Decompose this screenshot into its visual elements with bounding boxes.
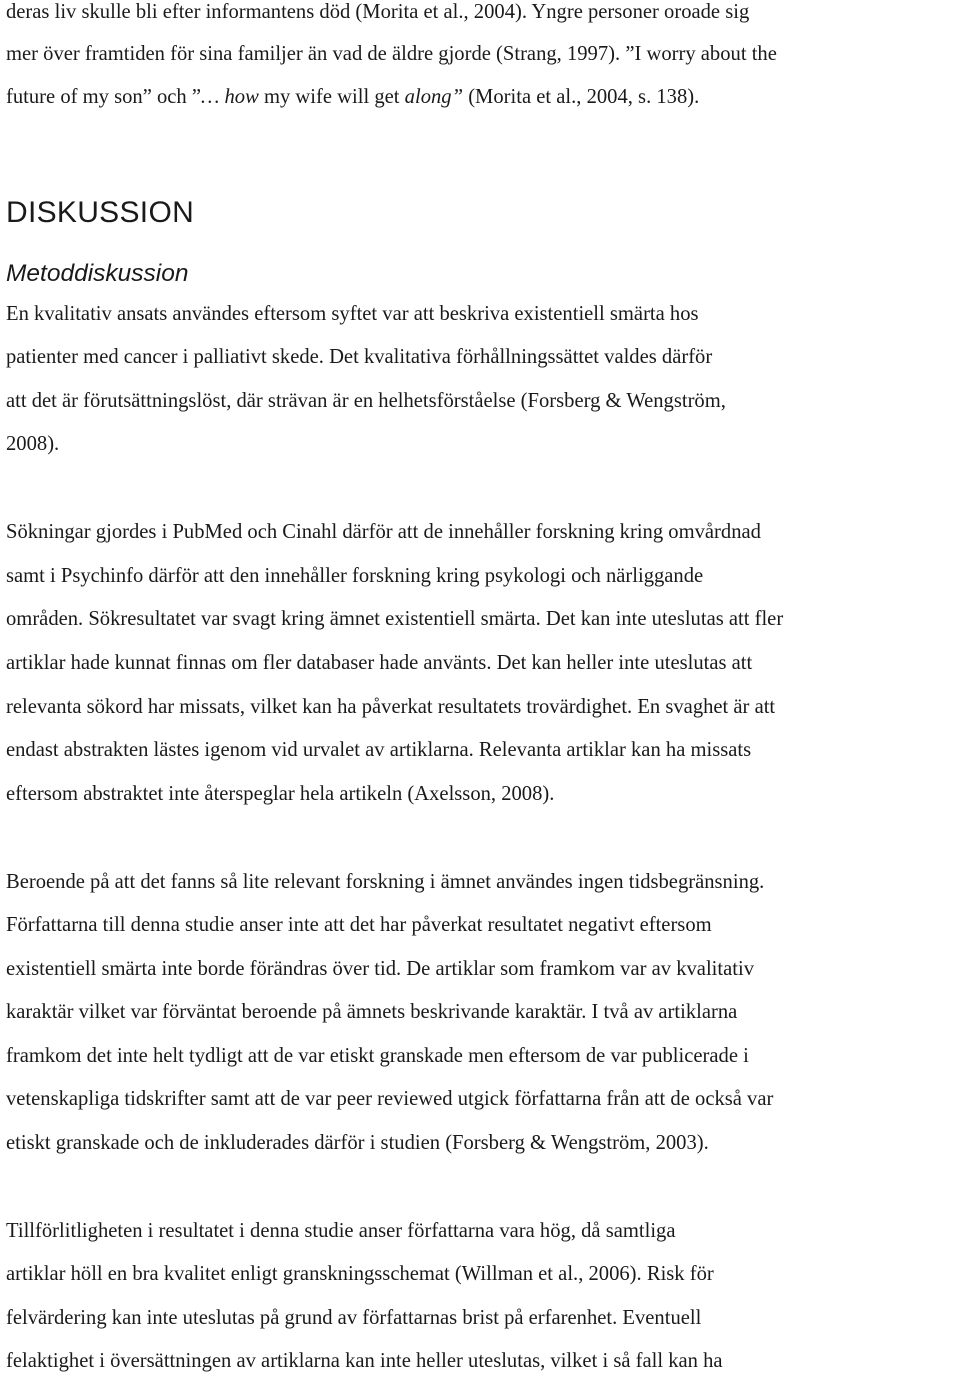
- paragraph-line: artiklar hade kunnat finnas om fler databaser hade använts. Det kan heller inte uteslutas att: [6, 652, 753, 674]
- paragraph-line: endast abstrakten lästes igenom vid urvalet av artiklarna. Relevanta artiklar kan ha missats: [6, 739, 752, 761]
- paragraph-line: Sökningar gjordes i PubMed och Cinahl därför att de innehåller forskning kring omvårdnad: [6, 521, 761, 543]
- paragraph-line: Beroende på att det fanns så lite relevant forskning i ämnet användes ingen tidsbegränsning.: [6, 871, 765, 893]
- subsection-heading: Metoddiskussion: [6, 260, 189, 287]
- text-line: [6, 85, 699, 109]
- paragraph-line: Tillförlitligheten i resultatet i denna studie anser författarna vara hög, då samtliga: [6, 1220, 676, 1242]
- citation: (Morita et al., 2004, s. 138).: [463, 86, 700, 108]
- paragraph-line: områden. Sökresultatet var svagt kring ämnet existentiell smärta. Det kan inte uteslutas att fler: [6, 608, 784, 630]
- paragraph-line: existentiell smärta inte borde förändras över tid. De artiklar som framkom var av kvalitativ: [6, 958, 754, 980]
- text-run: mer över framtiden för sina familjer än vad de äldre gjorde (Strang, 1997).: [6, 43, 626, 65]
- paragraph-line: etiskt granskade och de inkluderades därför i studien (Forsberg & Wengström, 2003).: [6, 1132, 709, 1154]
- paragraph-line: 2008).: [6, 433, 60, 455]
- english-quote-italic: along”: [404, 86, 464, 108]
- paragraph-line: patienter med cancer i palliativt skede. Det kvalitativa förhållningssättet valdes därför: [6, 346, 713, 368]
- paragraph-line: karaktär vilket var förväntat beroende på ämnets beskrivande karaktär. I två av artiklarna: [6, 1001, 738, 1023]
- paragraph-line: eftersom abstraktet inte återspeglar hela artikeln (Axelsson, 2008).: [6, 783, 555, 805]
- english-quote: future of my son” och ”: [6, 86, 202, 108]
- paragraph-line: Författarna till denna studie anser inte att det har påverkat resultatet negativt eftersom: [6, 914, 712, 936]
- paragraph-line: samt i Psychinfo därför att den innehåller forskning kring psykologi och närliggande: [6, 565, 704, 587]
- paragraph-line: att det är förutsättningslöst, där strävan är en helhetsförståelse (Forsberg & Wengström,: [6, 390, 726, 412]
- section-heading: DISKUSSION: [6, 196, 195, 229]
- text-line: deras liv skulle bli efter informantens död (Morita et al., 2004). Yngre personer oroade sig: [6, 1, 750, 23]
- paragraph-line: felvärdering kan inte uteslutas på grund av författarnas brist på erfarenhet. Eventuell: [6, 1307, 702, 1329]
- paragraph-line: En kvalitativ ansats användes eftersom syftet var att beskriva existentiell smärta hos: [6, 303, 699, 325]
- paragraph-line: vetenskapliga tidskrifter samt att de var peer reviewed utgick författarna från att de också var: [6, 1088, 774, 1110]
- paragraph-line: framkom det inte helt tydligt att de var etiskt granskade men eftersom de var publicerade i: [6, 1045, 749, 1067]
- text-line: [6, 42, 777, 66]
- english-quote-start: ”I worry about the: [625, 43, 777, 65]
- paragraph-line: relevanta sökord har missats, vilket kan ha påverkat resultatets trovärdighet. En svaghet är att: [6, 696, 776, 718]
- paragraph-line: artiklar höll en bra kvalitet enligt granskningsschemat (Willman et al., 2006). Risk för: [6, 1263, 714, 1285]
- english-quote-italic: … how: [201, 86, 259, 108]
- paragraph-line: felaktighet i översättningen av artiklarna kan inte heller uteslutas, vilket i så fall kan ha: [6, 1350, 723, 1372]
- english-quote: my wife will get: [258, 86, 405, 108]
